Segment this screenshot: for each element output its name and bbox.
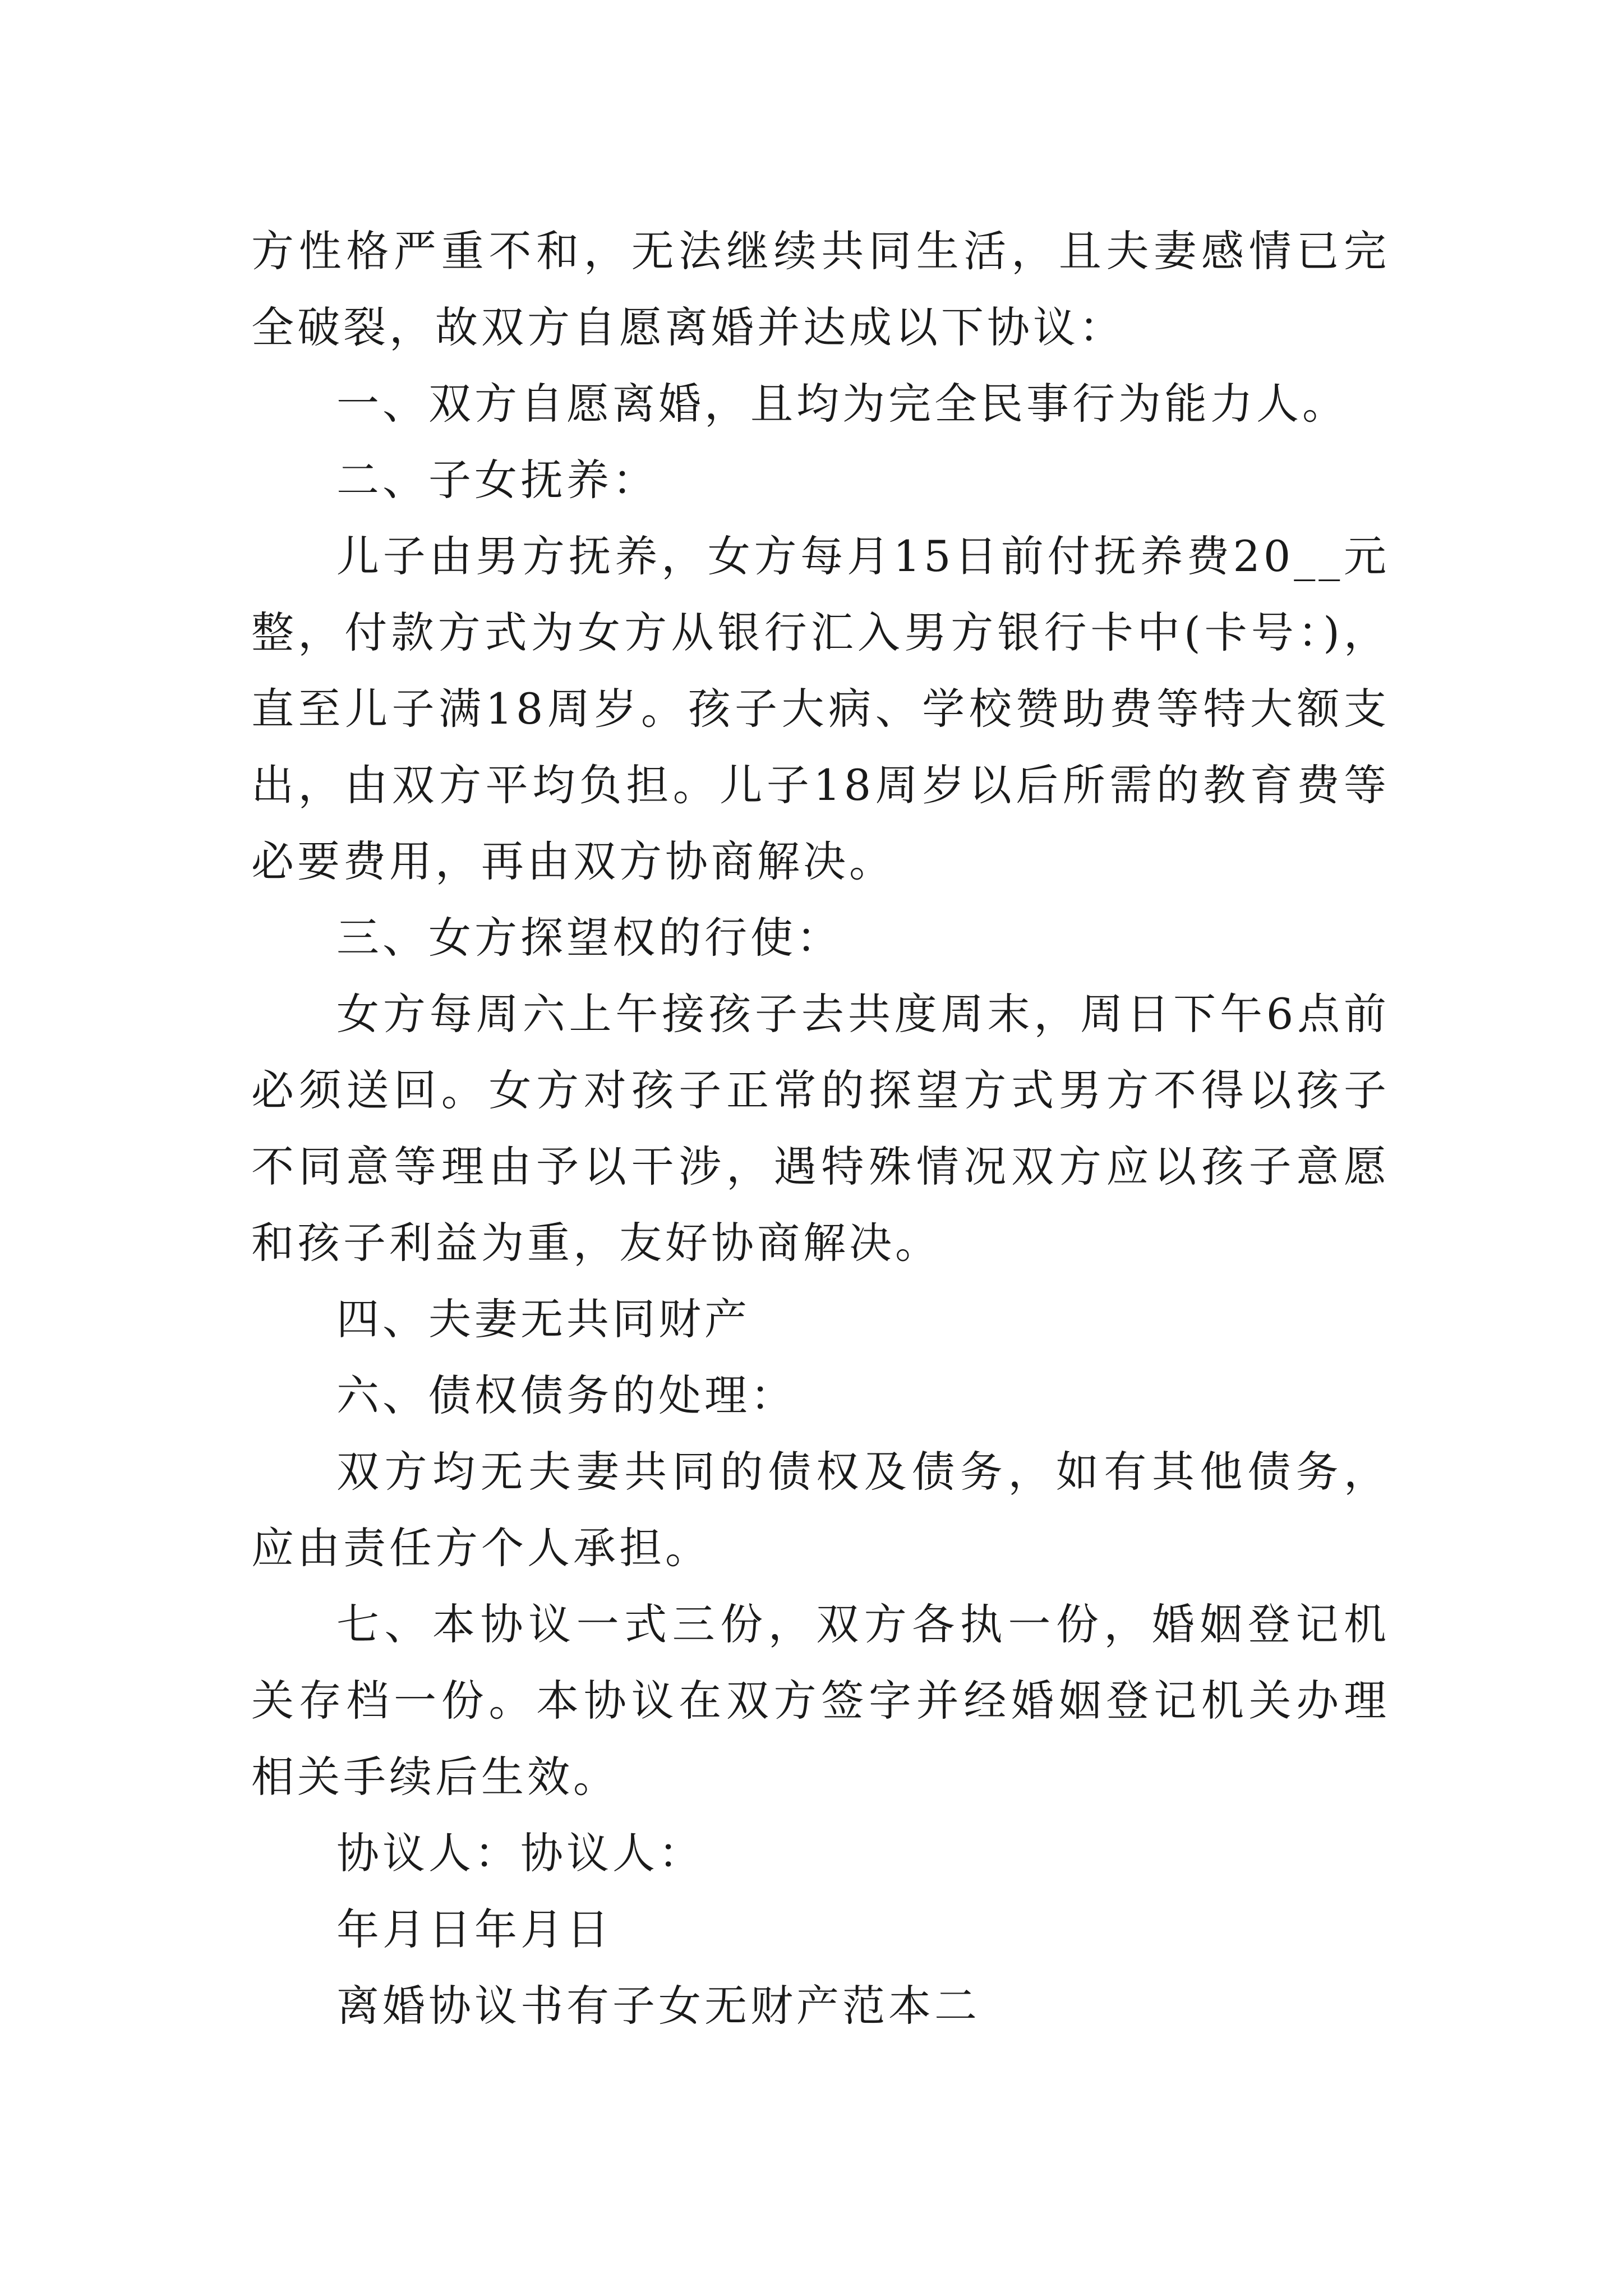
- clause-2-body: 儿子由男方抚养，女方每月15日前付抚养费20__元整，付款方式为女方从银行汇入男方银行卡中(卡号：)，直至儿子满18周岁。孩子大病、学校赞助费等特大额支出，由双方平均负担。儿子18周岁以后所需的教育费等必要费用，再由双方协商解决。: [251, 531, 1390, 886]
- clause-7: 七、本协议一式三份，双方各执一份，婚姻登记机关存档一份。本协议在双方签字并经婚姻登记机关办理相关手续后生效。: [251, 1599, 1390, 1802]
- date-line: 年月日年月日: [336, 1904, 612, 1954]
- clause-3-heading: 三、女方探望权的行使：: [336, 913, 842, 963]
- clause-2-heading: 二、子女抚养：: [336, 455, 658, 505]
- signatories-line: 协议人：协议人：: [336, 1828, 704, 1878]
- clause-1: 一、双方自愿离婚，且均为完全民事行为能力人。: [336, 379, 1348, 429]
- next-template-title: 离婚协议书有子女无财产范本二: [336, 1981, 980, 2031]
- paragraph-intro-continued: 方性格严重不和，无法继续共同生活，且夫妻感情已完全破裂，故双方自愿离婚并达成以下协议：: [251, 226, 1390, 352]
- clause-6-heading: 六、债权债务的处理：: [336, 1370, 796, 1420]
- clause-6-body: 双方均无夫妻共同的债权及债务，如有其他债务，应由责任方个人承担。: [251, 1447, 1390, 1573]
- clause-4: 四、夫妻无共同财产: [336, 1294, 750, 1344]
- clause-3-body: 女方每周六上午接孩子去共度周末，周日下午6点前必须送回。女方对孩子正常的探望方式男方不得以孩子不同意等理由予以干涉，遇特殊情况双方应以孩子意愿和孩子利益为重，友好协商解决。: [251, 989, 1390, 1268]
- document-body: [251, 213, 1390, 2044]
